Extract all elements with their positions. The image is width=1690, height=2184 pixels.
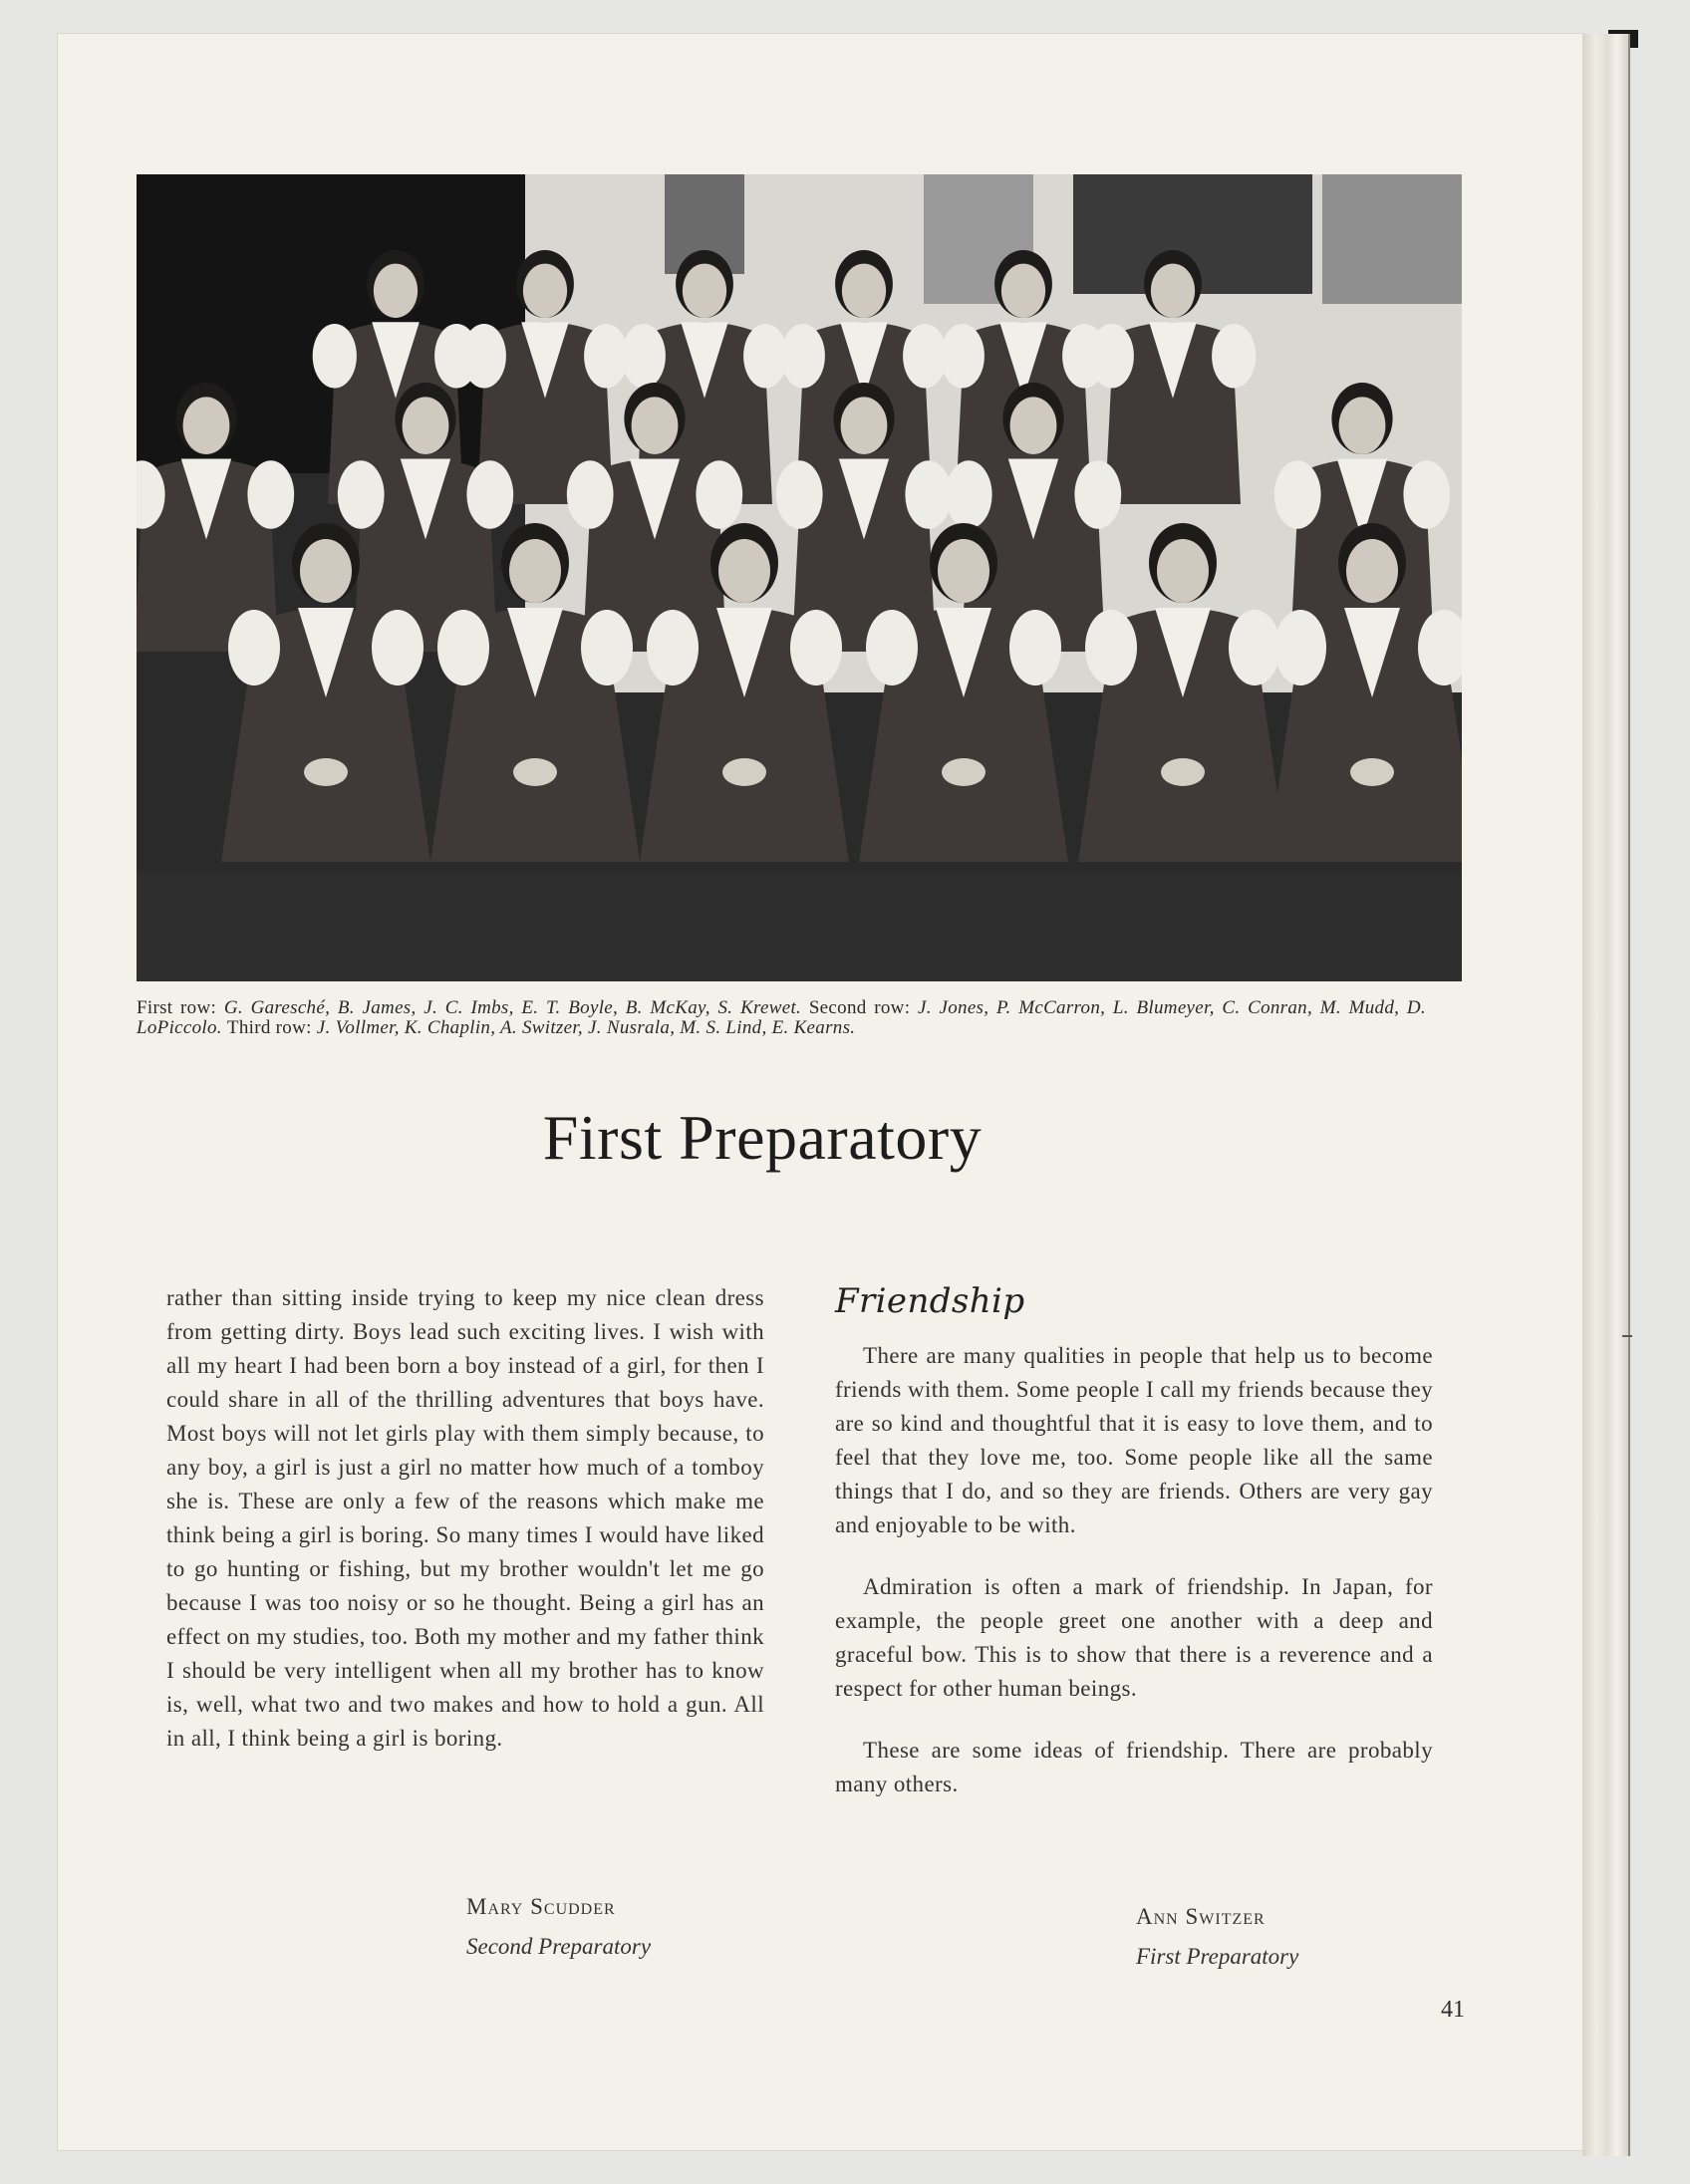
- signature-left: [466, 1887, 651, 1967]
- paragraph: Admiration is often a mark of friendship. In Japan, for example, the people greet one another with a deep and graceful bow. This is to show that there is a reverence and a respect for other human beings.: [835, 1574, 1433, 1701]
- left-column-text: rather than sitting inside trying to keep my nice clean dress from getting dirty. Boys lead such exciting lives. I wish with all my heart I had been born a boy instead of a girl, for then I could share in all of the thrilling adventures that boys have. Most boys will not let girls play with them simply because, to any boy, a girl is just a girl no matter how much of a tomboy she is. These are only a few of the reasons which make me think being a girl is boring. So many times I would have liked to go hunting or fishing, but my brother wouldn't let me go because I was too noisy or so he thought. Being a girl has an effect on my studies, too. Both my mother and my father think I should be very intelligent when all my brother has to know is, well, what two and two makes and how to hold a gun. All in all, I think being a girl is boring.: [166, 1285, 764, 1751]
- paragraph: These are some ideas of friendship. There are probably many others.: [835, 1738, 1433, 1796]
- signature-right: [1136, 1897, 1298, 1977]
- author-grade: Second Preparatory: [466, 1934, 652, 1959]
- group-photo-icon: [137, 174, 1462, 981]
- page-title: First Preparatory: [542, 1102, 983, 1173]
- caption-second-row-names: J. Jones, P. McCarron, L. Blumeyer, C. Conran, M. Mudd, D. LoPiccolo.: [137, 997, 1426, 1038]
- edge-mark: [1622, 1335, 1632, 1337]
- paragraph: There are many qualities in people that help us to become friends with them. Some people I call my friends because they are so kind and thoughtful that it is easy to love them, and to feel that they love me, too. Some people like all the same things that I do, and so they are friends. Others are very gay and enjoyable to be with.: [835, 1343, 1433, 1537]
- caption-second-row-label: Second row:: [808, 997, 911, 1018]
- author-name: Mary Scudder: [466, 1894, 616, 1919]
- author-grade: First Preparatory: [1136, 1944, 1299, 1969]
- page-edge: [1582, 34, 1630, 2156]
- author-name: Ann Switzer: [1136, 1904, 1266, 1929]
- caption-first-row-label: First row:: [137, 997, 217, 1018]
- right-column: [835, 1281, 1433, 1829]
- caption-third-row-label: Third row:: [226, 1017, 312, 1038]
- left-column: [166, 1281, 764, 1756]
- caption-first-row-names: G. Garesché, B. James, J. C. Imbs, E. T. Boyle, B. McKay, S. Krewet.: [223, 997, 802, 1018]
- photo-caption: [137, 998, 1426, 1038]
- friendship-heading: Friendship: [835, 1281, 1025, 1321]
- group-photo: [137, 174, 1462, 981]
- caption-third-row-names: J. Vollmer, K. Chaplin, A. Switzer, J. Nusrala, M. S. Lind, E. Kearns.: [316, 1017, 856, 1038]
- page-number: 41: [1441, 1997, 1465, 2023]
